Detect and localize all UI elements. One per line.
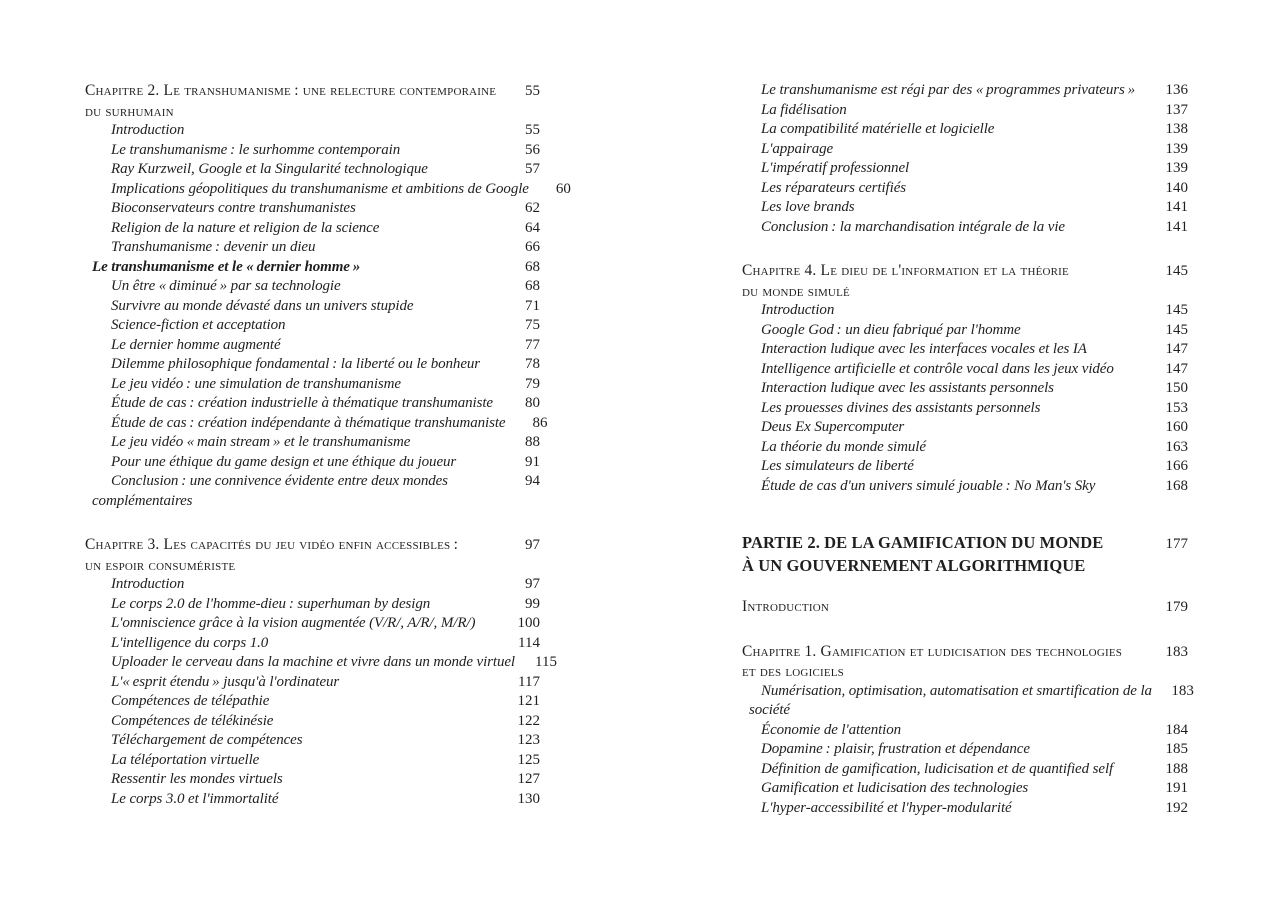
toc-entry-row <box>85 375 540 395</box>
toc-entry-title: Le jeu vidéo : une simulation de transhumanisme <box>111 375 401 392</box>
toc-entry-page-number: 153 <box>1165 399 1188 416</box>
toc-entry-page-number: 88 <box>525 434 540 450</box>
toc-entry-title: La théorie du monde simulé <box>761 438 926 455</box>
toc-entry-page-number: 191 <box>1165 780 1188 796</box>
toc-entry <box>85 731 540 751</box>
toc-column-left <box>85 81 571 809</box>
toc-entry-title: Les simulateurs de liberté <box>761 458 914 474</box>
toc-entry-title: Un être « diminué » par sa technologie <box>111 278 341 294</box>
toc-entry-row <box>742 418 1188 438</box>
toc-entry-title: Religion de la nature et religion de la science <box>111 219 380 236</box>
toc-entry-row <box>85 238 540 258</box>
toc-entry-page-number: 125 <box>517 751 540 768</box>
toc-entry-page-number: 177 <box>1165 536 1188 552</box>
toc-entry-page-number: 145 <box>1165 263 1188 279</box>
toc-entry-row <box>742 721 1188 741</box>
toc-entry-title: Implications géopolitiques du transhumanisme et ambitions de Google <box>111 180 529 197</box>
toc-entry <box>85 336 540 356</box>
toc-entry-title: Le transhumanisme et le « dernier homme » <box>92 258 361 275</box>
toc-entry-title: Chapitre 4. Le dieu de l'information et la théorie <box>742 262 1069 279</box>
toc-entry-page-number: 139 <box>1165 160 1188 176</box>
toc-entry-row <box>85 258 540 278</box>
toc-entry <box>742 799 1188 819</box>
toc-entry-page-number: 75 <box>525 317 540 333</box>
toc-entry <box>742 340 1188 360</box>
toc-entry <box>742 218 1188 238</box>
toc-entry <box>85 790 540 810</box>
toc-entry-row <box>85 394 540 414</box>
toc-entry-page-number: 77 <box>525 336 540 353</box>
toc-entry-title: Étude de cas : création industrielle à thématique transhumaniste <box>111 395 493 411</box>
toc-entry <box>85 535 540 575</box>
toc-entry-page-number: 140 <box>1165 179 1188 196</box>
toc-entry-title: Ressentir les mondes virtuels <box>111 771 283 787</box>
toc-entry-title: Compétences de télépathie <box>111 693 270 709</box>
toc-entry-page-number: 94 <box>525 473 540 489</box>
toc-entry-title: Deus Ex Supercomputer <box>761 419 905 435</box>
toc-entry <box>85 219 540 239</box>
toc-entry-page-number: 57 <box>525 161 540 177</box>
toc-entry-row <box>85 770 540 790</box>
toc-entry-page-number: 138 <box>1165 121 1188 137</box>
toc-entry-page-number: 97 <box>525 576 540 592</box>
toc-entry-page-number: 78 <box>525 356 540 372</box>
toc-entry <box>742 198 1188 218</box>
toc-entry <box>742 321 1188 341</box>
toc-entry-title: Étude de cas d'un univers simulé jouable : No Man's Sky <box>761 477 1096 494</box>
toc-entry-page-number: 122 <box>517 712 540 729</box>
toc-entry-row <box>742 682 1194 702</box>
toc-entry-row <box>85 614 540 634</box>
toc-entry-row <box>742 555 1188 576</box>
toc-entry <box>742 159 1188 179</box>
toc-entry-row <box>85 219 540 239</box>
toc-entry-row <box>742 457 1188 477</box>
toc-entry-page-number: 66 <box>525 239 540 255</box>
toc-entry-page-number: 150 <box>1165 380 1188 396</box>
toc-entry-title: Dilemme philosophique fondamental : la liberté ou le bonheur <box>111 356 481 372</box>
toc-entry-row <box>742 360 1188 380</box>
toc-entry-page-number: 121 <box>517 693 540 709</box>
toc-entry <box>85 258 540 278</box>
toc-entry <box>85 712 540 732</box>
toc-entry <box>742 120 1188 140</box>
toc-entry-row <box>85 355 540 375</box>
toc-entry <box>742 779 1188 799</box>
toc-entry <box>85 751 540 771</box>
toc-entry-title: Conclusion : une connivence évidente entre deux mondes <box>111 473 448 489</box>
toc-entry <box>85 297 540 317</box>
toc-entry-page-number: 64 <box>525 219 540 236</box>
toc-entry-row <box>742 532 1188 555</box>
toc-entry-page-number: 168 <box>1165 477 1188 494</box>
toc-entry <box>85 653 557 673</box>
toc-entry <box>85 81 540 121</box>
toc-entry-page-number: 115 <box>535 654 557 670</box>
toc-entry-title: Le transhumanisme : le surhomme contemporain <box>111 141 401 158</box>
toc-entry <box>742 438 1188 458</box>
toc-entry-page-number: 141 <box>1165 218 1188 235</box>
toc-column-right <box>742 81 1194 818</box>
toc-entry-page-number: 100 <box>517 615 540 631</box>
toc-entry-page-number: 56 <box>525 141 540 158</box>
toc-entry <box>742 477 1188 497</box>
toc-entry-row <box>85 673 540 693</box>
toc-entry-row <box>85 472 540 492</box>
toc-entry-title: L'« esprit étendu » jusqu'à l'ordinateur <box>111 673 340 690</box>
toc-entry-title: La fidélisation <box>761 101 847 118</box>
toc-entry-title: Ray Kurzweil, Google et la Singularité technologique <box>111 161 428 177</box>
toc-entry-row <box>742 799 1188 819</box>
toc-entry-row <box>85 121 540 141</box>
toc-entry-row <box>742 261 1188 282</box>
toc-entry <box>85 121 540 141</box>
toc-entry-row <box>742 779 1188 799</box>
toc-entry-title: Google God : un dieu fabriqué par l'homme <box>761 321 1021 338</box>
toc-entry <box>85 575 540 595</box>
toc-entry-row <box>85 692 540 712</box>
toc-entry-row <box>742 701 1188 721</box>
toc-entry-page-number: 160 <box>1165 419 1188 435</box>
toc-entry-row <box>742 198 1188 218</box>
toc-entry <box>742 81 1188 101</box>
toc-entry-row <box>85 141 540 161</box>
toc-entry-title: La téléportation virtuelle <box>111 751 260 768</box>
toc-entry-page-number: 139 <box>1165 140 1188 157</box>
toc-entry-row <box>85 180 571 200</box>
toc-entry <box>742 360 1188 380</box>
toc-entry-row <box>85 277 540 297</box>
toc-entry <box>85 277 540 297</box>
toc-entry-title: L'omniscience grâce à la vision augmentée (V/R/, A/R/, M/R/) <box>111 615 476 631</box>
toc-entry <box>742 721 1188 741</box>
toc-entry-page-number: 184 <box>1165 721 1188 738</box>
toc-entry <box>742 379 1188 399</box>
toc-entry-page-number: 127 <box>517 771 540 787</box>
toc-entry-page-number: 185 <box>1165 741 1188 757</box>
toc-entry-title: Compétences de télékinésie <box>111 712 274 729</box>
toc-entry-row <box>85 535 540 556</box>
toc-entry-title: Dopamine : plaisir, frustration et dépendance <box>761 741 1030 757</box>
toc-entry-row <box>85 160 540 180</box>
toc-entry <box>85 414 548 434</box>
toc-entry-row <box>742 120 1188 140</box>
toc-entry <box>85 634 540 654</box>
toc-entry-row <box>742 81 1188 101</box>
toc-entry-title: L'hyper-accessibilité et l'hyper-modularité <box>761 799 1012 816</box>
toc-entry-page-number: 80 <box>525 395 540 411</box>
toc-entry-title: Économie de l'attention <box>761 721 902 738</box>
toc-entry-title: du monde simulé <box>742 282 850 300</box>
toc-entry <box>85 141 540 161</box>
toc-entry-page-number: 99 <box>525 595 540 612</box>
toc-entry-title: du surhumain <box>85 102 174 120</box>
toc-entry-title: PARTIE 2. DE LA GAMIFICATION DU MONDE <box>742 533 1104 552</box>
toc-entry-title: Les réparateurs certifiés <box>761 179 906 196</box>
toc-entry-page-number: 86 <box>532 414 548 431</box>
toc-entry-row <box>742 282 1188 302</box>
toc-entry-title: Chapitre 3. Les capacités du jeu vidéo enfin accessibles : <box>85 536 459 553</box>
toc-entry-title: Étude de cas : création indépendante à thématique transhumaniste <box>111 414 506 431</box>
toc-entry-title: L'intelligence du corps 1.0 <box>111 634 269 651</box>
toc-entry-title: et des logiciels <box>742 663 844 680</box>
toc-entry <box>742 301 1188 321</box>
toc-entry-page-number: 141 <box>1165 199 1188 215</box>
toc-entry-row <box>85 751 540 771</box>
toc-entry-title: Introduction <box>761 302 835 318</box>
toc-entry-row <box>742 218 1188 238</box>
toc-entry <box>85 595 540 615</box>
toc-entry-row <box>742 438 1188 458</box>
toc-entry <box>85 673 540 693</box>
toc-entry-row <box>85 453 540 473</box>
toc-entry <box>742 457 1188 477</box>
toc-entry <box>85 770 540 790</box>
toc-entry-title: Survivre au monde dévasté dans un univers stupide <box>111 297 414 314</box>
toc-entry-row <box>742 662 1188 682</box>
toc-entry-title: complémentaires <box>92 492 193 509</box>
toc-entry-title: Le corps 2.0 de l'homme-dieu : superhuman by design <box>111 595 431 612</box>
toc-entry <box>85 433 540 453</box>
toc-entry <box>742 532 1188 576</box>
toc-entry-page-number: 163 <box>1165 438 1188 455</box>
toc-entry-title: Le corps 3.0 et l'immortalité <box>111 790 279 807</box>
toc-entry-page-number: 68 <box>525 278 540 294</box>
toc-entry-row <box>742 477 1188 497</box>
toc-entry-title: À UN GOUVERNEMENT ALGORITHMIQUE <box>742 556 1086 575</box>
toc-entry <box>85 394 540 414</box>
toc-entry-row <box>85 492 540 512</box>
toc-entry-row <box>85 414 548 434</box>
toc-entry <box>742 179 1188 199</box>
toc-entry <box>85 355 540 375</box>
toc-entry <box>742 682 1194 721</box>
toc-entry-title: Définition de gamification, ludicisation et de quantified self <box>761 760 1114 777</box>
toc-entry-row <box>85 595 540 615</box>
toc-entry-title: La compatibilité matérielle et logicielle <box>761 121 995 137</box>
toc-entry-row <box>85 790 540 810</box>
toc-entry-row <box>742 159 1188 179</box>
toc-entry <box>85 375 540 395</box>
toc-entry-row <box>742 301 1188 321</box>
toc-entry <box>85 199 540 219</box>
toc-entry <box>742 760 1188 780</box>
toc-entry-title: Introduction <box>111 122 185 138</box>
toc-entry-title: L'appairage <box>761 140 834 157</box>
toc-entry-row <box>742 642 1188 663</box>
toc-entry <box>85 180 571 200</box>
toc-entry <box>85 692 540 712</box>
toc-entry-row <box>742 597 1188 618</box>
toc-entry-row <box>85 316 540 336</box>
toc-entry <box>85 160 540 180</box>
toc-entry-row <box>742 399 1188 419</box>
toc-entry <box>742 140 1188 160</box>
toc-entry-row <box>742 321 1188 341</box>
toc-entry-page-number: 130 <box>517 790 540 807</box>
toc-entry-title: Le dernier homme augmenté <box>111 336 281 353</box>
toc-entry-title: Introduction <box>111 576 185 592</box>
toc-entry-page-number: 166 <box>1165 458 1188 474</box>
toc-entry <box>742 261 1188 301</box>
toc-entry-page-number: 137 <box>1165 101 1188 118</box>
toc-entry-page-number: 192 <box>1165 799 1188 816</box>
toc-entry-title: Le transhumanisme est régi par des « programmes privateurs » <box>761 82 1136 98</box>
toc-entry <box>742 740 1188 760</box>
toc-entry-row <box>85 199 540 219</box>
toc-entry-row <box>85 712 540 732</box>
toc-entry-title: Les love brands <box>761 199 855 215</box>
toc-entry-title: Intelligence artificielle et contrôle vocal dans les jeux vidéo <box>761 360 1114 377</box>
toc-entry-page-number: 60 <box>555 180 571 197</box>
toc-entry-page-number: 179 <box>1165 599 1188 615</box>
toc-entry-title: Interaction ludique avec les interfaces vocales et les IA <box>761 341 1087 357</box>
toc-entry-page-number: 62 <box>525 200 540 216</box>
toc-entry-page-number: 71 <box>525 297 540 314</box>
toc-entry-row <box>742 179 1188 199</box>
toc-entry-row <box>85 575 540 595</box>
toc-entry-page-number: 123 <box>517 732 540 748</box>
toc-entry-title: société <box>749 702 790 718</box>
toc-entry-row <box>85 336 540 356</box>
toc-entry-row <box>742 740 1188 760</box>
toc-entry-row <box>85 297 540 317</box>
toc-entry <box>85 316 540 336</box>
toc-entry-title: Les prouesses divines des assistants personnels <box>761 399 1041 416</box>
toc-entry-row <box>742 140 1188 160</box>
toc-entry-page-number: 147 <box>1165 360 1188 377</box>
toc-entry <box>742 642 1188 682</box>
toc-entry <box>742 597 1188 618</box>
toc-entry-row <box>85 653 557 673</box>
toc-entry-title: Chapitre 2. Le transhumanisme : une relecture contemporaine <box>85 82 497 99</box>
toc-entry-title: Pour une éthique du game design et une éthique du joueur <box>111 453 457 470</box>
toc-entry-page-number: 183 <box>1165 643 1188 660</box>
toc-entry-page-number: 145 <box>1165 302 1188 318</box>
toc-entry <box>85 453 540 473</box>
toc-entry-title: L'impératif professionnel <box>761 160 910 176</box>
toc-entry-title: Gamification et ludicisation des technologies <box>761 780 1029 796</box>
toc-entry <box>742 418 1188 438</box>
toc-entry-title: un espoir consumériste <box>85 556 236 574</box>
toc-entry-page-number: 79 <box>525 375 540 392</box>
toc-entry-title: Chapitre 1. Gamification et ludicisation des technologies <box>742 642 1123 660</box>
toc-entry-page-number: 117 <box>518 673 540 690</box>
toc-entry-page-number: 136 <box>1165 82 1188 98</box>
toc-entry-title: Introduction <box>742 598 830 615</box>
toc-entry-page-number: 97 <box>525 537 540 553</box>
toc-entry-page-number: 55 <box>525 83 540 99</box>
toc-entry-title: Le jeu vidéo « main stream » et le transhumanisme <box>111 434 411 450</box>
toc-entry <box>742 101 1188 121</box>
toc-entry-title: Science-fiction et acceptation <box>111 317 286 333</box>
toc-entry-row <box>742 101 1188 121</box>
toc-entry-row <box>85 634 540 654</box>
toc-entry <box>85 238 540 258</box>
toc-entry <box>742 399 1188 419</box>
toc-entry-row <box>85 433 540 453</box>
toc-entry-row <box>742 340 1188 360</box>
toc-entry-page-number: 55 <box>525 122 540 138</box>
toc-entry-page-number: 147 <box>1165 341 1188 357</box>
toc-entry-row <box>85 731 540 751</box>
toc-entry-title: Uploader le cerveau dans la machine et vivre dans un monde virtuel <box>111 654 515 670</box>
toc-entry-title: Téléchargement de compétences <box>111 732 303 748</box>
toc-entry-page-number: 188 <box>1165 760 1188 777</box>
toc-entry-page-number: 183 <box>1171 682 1194 699</box>
toc-entry <box>85 472 540 511</box>
toc-entry-page-number: 114 <box>518 634 540 651</box>
toc-entry-row <box>85 556 540 576</box>
toc-entry-row <box>742 760 1188 780</box>
toc-entry-title: Conclusion : la marchandisation intégrale de la vie <box>761 218 1065 235</box>
toc-entry-title: Transhumanisme : devenir un dieu <box>111 239 316 255</box>
toc-entry-row <box>85 102 540 122</box>
toc-entry-row <box>742 379 1188 399</box>
toc-entry-title: Interaction ludique avec les assistants personnels <box>761 380 1054 396</box>
toc-entry-title: Numérisation, optimisation, automatisation et smartification de la <box>761 682 1152 699</box>
toc-entry-title: Bioconservateurs contre transhumanistes <box>111 200 356 216</box>
toc-entry-page-number: 68 <box>525 258 540 275</box>
toc-entry <box>85 614 540 634</box>
toc-entry-page-number: 91 <box>525 453 540 470</box>
toc-entry-row <box>85 81 540 102</box>
toc-entry-page-number: 145 <box>1165 321 1188 338</box>
